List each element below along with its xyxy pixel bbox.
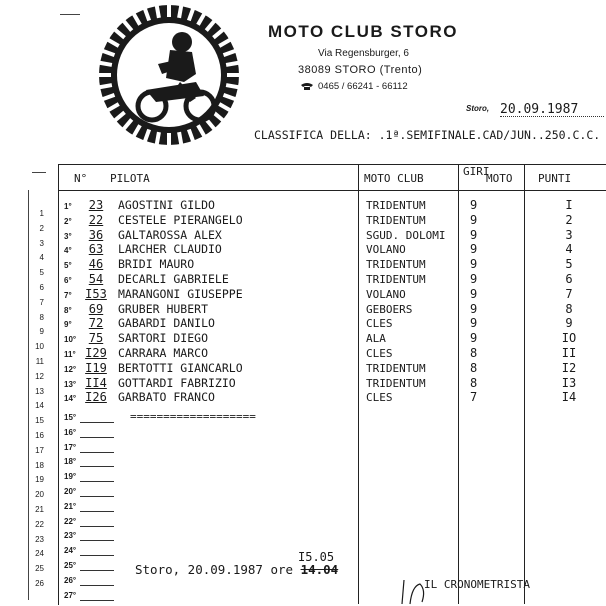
row-moto-club: TRIDENTUM (366, 273, 426, 286)
row-laps: 9 (470, 331, 478, 346)
empty-row-blank (80, 526, 114, 527)
row-position: 1° (64, 202, 72, 211)
row-pilot-name: GABARDI DANILO (118, 316, 215, 331)
row-pilot-name: MARANGONI GIUSEPPE (118, 286, 243, 301)
row-position: 7° (64, 290, 72, 300)
club-address-city: 38089 STORO (Trento) (298, 64, 423, 76)
empty-row-blank (80, 437, 114, 438)
margin-line-number: 11 (35, 357, 44, 366)
row-bib-number: 75 (88, 331, 104, 346)
row-position: 6° (64, 276, 72, 285)
row-points: 9 (565, 316, 573, 331)
row-points: 4 (565, 242, 573, 257)
header-no: N° (74, 172, 88, 185)
margin-line-number: 14 (35, 401, 44, 411)
row-moto-club: SGUD. DOLOMI (366, 228, 446, 242)
row-bib-number: 69 (88, 301, 104, 316)
empty-row-position: 21° (64, 501, 77, 511)
scan-mark (60, 14, 80, 19)
margin-line-number: 22 (35, 519, 44, 529)
margin-line-number: 20 (35, 490, 44, 500)
row-moto-club: TRIDENTUM (366, 213, 426, 227)
row-position: 13° (64, 379, 77, 389)
empty-row-blank (80, 570, 114, 571)
row-bib-number: 22 (88, 212, 104, 227)
row-pilot-name: GRUBER HUBERT (118, 301, 209, 316)
row-pilot-name: SARTORI DIEGO (118, 331, 209, 346)
row-pilot-name: GALTAROSSA ALEX (118, 227, 222, 242)
row-moto-club: TRIDENTUM (366, 376, 426, 390)
margin-line-number: 19 (35, 475, 44, 485)
row-pilot-name: GOTTARDI FABRIZIO (118, 375, 236, 390)
row-laps: 9 (470, 257, 478, 272)
empty-row-blank (80, 422, 114, 423)
row-bib-number: I29 (85, 346, 107, 360)
row-points: 7 (565, 286, 573, 301)
row-points: 8 (565, 301, 573, 316)
margin-line-number: 26 (35, 579, 44, 588)
row-bib-number: 23 (88, 198, 104, 212)
row-points: I (565, 198, 573, 212)
row-points: 6 (565, 272, 573, 286)
row-bib-number: 54 (88, 272, 104, 286)
empty-row-blank (80, 511, 114, 512)
header-pilota: PILOTA (110, 172, 150, 185)
header-moto: MOTO (486, 172, 513, 185)
row-moto-club: VOLANO (366, 243, 406, 257)
row-pilot-name: CESTELE PIERANGELO (118, 212, 243, 227)
empty-row-position: 23° (64, 531, 77, 541)
empty-row-position: 20° (64, 487, 77, 496)
row-pilot-name: BRIDI MAURO (118, 257, 195, 272)
row-bib-number: I53 (85, 286, 107, 301)
row-laps: 9 (470, 227, 478, 242)
footer-time: I5.05 (298, 550, 335, 564)
row-points: I4 (561, 390, 577, 405)
column-divider-punti (524, 164, 525, 604)
row-moto-club: TRIDENTUM (366, 199, 426, 212)
margin-line-number: 13 (35, 386, 44, 396)
empty-row-position: 16° (64, 427, 77, 437)
empty-row-blank (80, 466, 114, 467)
row-moto-club: CLES (366, 317, 393, 331)
date-underline (500, 116, 604, 117)
header-moto-club: MOTO CLUB (364, 172, 424, 185)
row-moto-club: CLES (366, 391, 393, 405)
empty-row-position: 25° (64, 561, 77, 570)
row-laps: 9 (470, 301, 478, 316)
row-laps: 9 (470, 316, 478, 331)
row-pilot-name: DECARLI GABRIELE (118, 272, 229, 286)
row-position: 11° (64, 350, 76, 359)
row-bib-number: 72 (88, 316, 104, 331)
row-points: I3 (561, 375, 577, 390)
row-laps: 9 (470, 286, 478, 301)
column-divider-club (358, 164, 359, 604)
row-moto-club: VOLANO (366, 287, 406, 301)
empty-row-blank (80, 555, 114, 556)
date-value: 20.09.1987 (500, 102, 579, 117)
empty-row-position: 18° (64, 457, 77, 467)
margin-line-number: 9 (39, 327, 44, 337)
cronometrista-label: IL CRONOMETRISTA (424, 578, 530, 591)
empty-row-blank (80, 452, 114, 453)
margin-line-number: 3 (39, 238, 44, 248)
empty-row-position: 15° (64, 413, 77, 422)
margin-line-number: 4 (39, 253, 44, 263)
row-bib-number: I26 (85, 390, 107, 405)
row-laps: 7 (470, 390, 478, 405)
margin-line-number: 23 (35, 534, 44, 544)
empty-row-blank (80, 481, 114, 482)
row-position: 8° (64, 305, 72, 315)
footer-struck-time: 14.04 (300, 562, 339, 577)
empty-row-position: 26° (64, 575, 77, 585)
row-position: 14° (64, 394, 77, 404)
empty-row-position: 27° (64, 590, 77, 600)
margin-top-rule (32, 172, 46, 173)
row-bib-number: I19 (85, 360, 107, 375)
row-position: 5° (64, 261, 72, 271)
column-divider-giri (458, 164, 459, 604)
margin-line-number: 6 (39, 283, 44, 292)
motocross-tire-logo (96, 2, 242, 148)
header-rule (58, 190, 606, 191)
row-laps: 9 (470, 272, 478, 286)
row-moto-club: TRIDENTUM (366, 361, 426, 375)
empty-row-position: 22° (64, 516, 77, 526)
empty-row-position: 24° (64, 546, 77, 556)
club-address-street: Via Regensburger, 6 (318, 48, 409, 59)
empty-row-blank (80, 585, 114, 586)
row-position: 10° (64, 335, 77, 345)
row-laps: 9 (470, 212, 478, 227)
row-position: 9° (64, 320, 72, 330)
footer-place-date-text: Storo, 20.09.1987 ore (135, 562, 294, 577)
margin-line-number: 21 (35, 505, 44, 514)
club-name: MOTO CLUB STORO (268, 22, 458, 41)
margin-line-number: 15 (35, 416, 44, 426)
row-bib-number: 46 (88, 257, 104, 272)
row-laps: 9 (470, 198, 478, 212)
row-points: IO (561, 331, 577, 346)
row-moto-club: GEBOERS (366, 302, 413, 316)
row-bib-number: 63 (88, 242, 104, 257)
empty-row-blank (80, 540, 114, 541)
header-punti: PUNTI (538, 172, 572, 185)
date-label: Storo, (466, 104, 490, 113)
margin-line-number: 7 (39, 297, 44, 307)
row-laps: 8 (470, 375, 478, 390)
row-laps: 8 (470, 346, 478, 360)
row-laps: 9 (470, 242, 478, 257)
row-pilot-name: GARBATO FRANCO (118, 390, 215, 405)
row-laps: 8 (470, 360, 478, 375)
margin-line-number: 1 (39, 209, 44, 218)
classifica-title: CLASSIFICA DELLA: .1ª.SEMIFINALE.CAD/JUN..250.C.C. (254, 128, 601, 142)
row-pilot-name: AGOSTINI GILDO (118, 198, 215, 212)
row-moto-club: TRIDENTUM (366, 258, 426, 272)
header-giri: GIRI (463, 165, 490, 178)
row-position: 12° (64, 364, 77, 374)
empty-row-position: 19° (64, 472, 77, 482)
row-pilot-name: LARCHER CLAUDIO (118, 242, 222, 257)
row-points: 2 (565, 212, 573, 227)
margin-line-number: 12 (35, 371, 44, 381)
row-pilot-name: CARRARA MARCO (118, 346, 209, 360)
margin-line-number: 18 (35, 460, 44, 470)
row-points: II (561, 346, 577, 360)
empty-row-blank (80, 496, 114, 497)
phone-icon (300, 82, 314, 90)
margin-line-number: 5 (39, 268, 44, 278)
row-position: 2° (64, 216, 72, 226)
row-position: 4° (64, 246, 72, 256)
margin-line-number: 24 (35, 549, 44, 559)
margin-line-number: 16 (35, 431, 44, 440)
separator-line: =================== (130, 410, 256, 423)
margin-line-number: 2 (39, 223, 44, 233)
margin-line-number: 25 (35, 564, 44, 574)
row-bib-number: 36 (88, 227, 104, 242)
row-moto-club: CLES (366, 347, 393, 360)
club-phone: 0465 / 66241 - 66112 (318, 81, 408, 92)
footer-place-date (135, 562, 338, 577)
margin-line-number: 17 (35, 445, 44, 455)
row-position: 3° (64, 231, 72, 241)
row-points: 5 (565, 257, 573, 272)
row-pilot-name: BERTOTTI GIANCARLO (118, 360, 243, 375)
margin-line-number: 10 (35, 342, 44, 352)
row-moto-club: ALA (366, 332, 386, 346)
row-points: I2 (561, 360, 577, 375)
margin-line-number: 8 (39, 312, 44, 322)
row-bib-number: II4 (85, 375, 107, 390)
empty-row-position: 17° (64, 442, 77, 452)
row-points: 3 (565, 227, 573, 242)
